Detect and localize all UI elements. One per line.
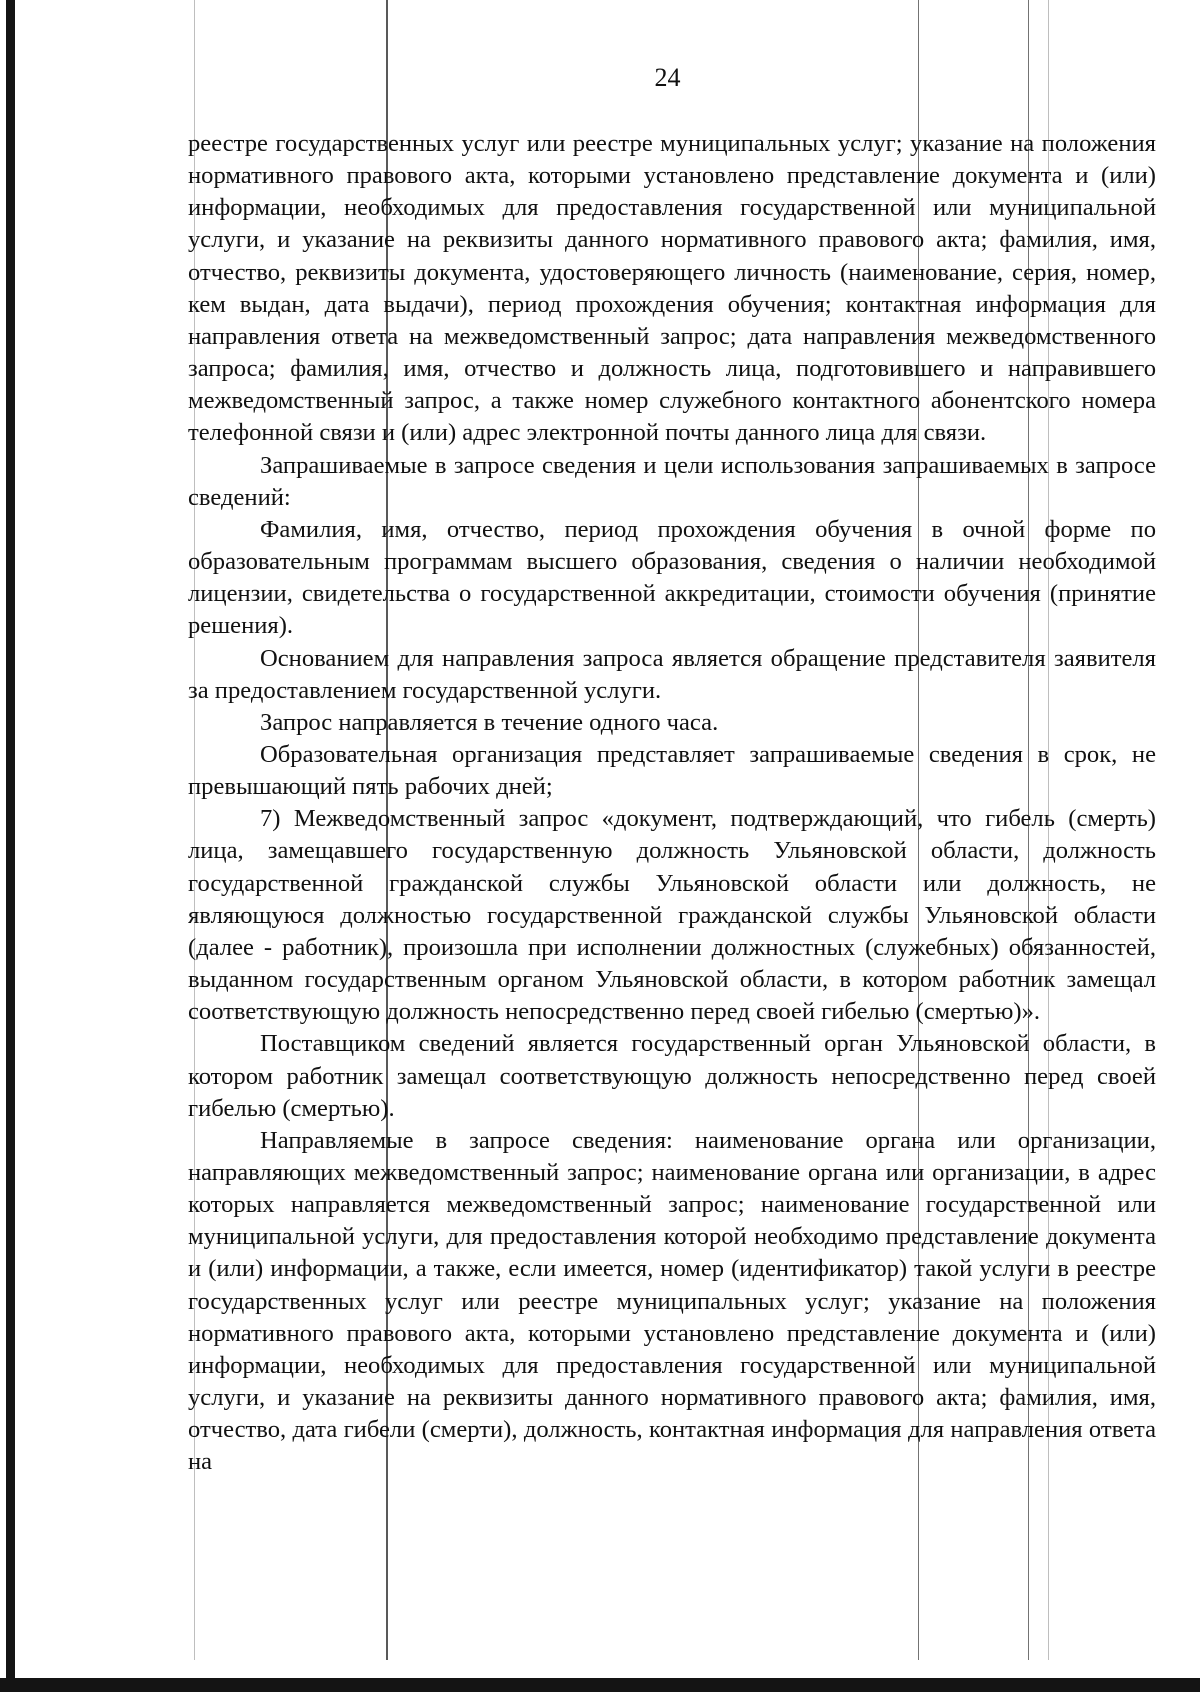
paragraph: Поставщиком сведений является государственный орган Ульяновской области, в котором работник замещал соответствующую должность непосредственно перед своей гибелью (смертью).: [188, 1030, 1156, 1122]
paragraph: Образовательная организация представляет запрашиваемые сведения в срок, не превышающий пять рабочих дней;: [188, 740, 1156, 801]
paragraph: Запрос направляется в течение одного часа.: [260, 708, 719, 736]
scan-edge-bottom: [0, 1678, 1200, 1692]
scan-edge-left: [6, 0, 15, 1692]
paragraph: Основанием для направления запроса является обращение представителя заявителя за предоставлением государственной услуги.: [188, 644, 1156, 704]
paragraph: 7) Межведомственный запрос «документ, подтверждающий, что гибель (смерть) лица, замещавшего государственную должность Ульяновской области, должность государственной гражданской службы Ульяновской области или должность, не являющуюся должностью государственной гражданской службы Ульяновской области (далее - работник), произошла при исполнении должностных (служебных) обязанностей, выданном государственным органом Ульяновской области, в котором работник замещал соответствующую должность непосредственно перед своей гибелью (смертью)».: [188, 805, 1156, 1026]
paragraph: Запрашиваемые в запросе сведения и цели использования запрашиваемых в запросе сведений:: [188, 451, 1156, 511]
paragraph: Направляемые в запросе сведения: наименование органа или организации, направляющих межведомственный запрос; наименование органа или организации, в адрес которых направляется межведомственный запрос; наименование государственной или муниципальной услуги, для предоставления которой необходимо представление документа и (или) информации, а также, если имеется, номер (идентификатор) такой услуги в реестре государственных услуг или реестре муниципальных услуг; указание на положения нормативного правового акта, которыми установлено представление документа и (или) информации, необходимых для предоставления государственной или муниципальной услуги, и указание на реквизиты данного нормативного правового акта; фамилия, имя, отчество, дата гибели (смерти), должность, контактная информация для направления ответа на: [188, 1126, 1156, 1476]
document-body: [188, 128, 1156, 1479]
paragraph: реестре государственных услуг или реестре муниципальных услуг; указание на положения нормативного правового акта, которыми установлено представление документа и (или) информации, необходимых для предоставления государственной или муниципальной услуги, и указание на реквизиты данного нормативного правового акта; фамилия, имя, отчество, реквизиты документа, удостоверяющего личность (наименование, серия, номер, кем выдан, дата выдачи), период прохождения обучения; контактная информация для направления ответа на межведомственный запрос; дата направления межведомственного запроса; фамилия, имя, отчество и должность лица, подготовившего и направившего межведомственный запрос, а также номер служебного контактного абонентского номера телефонной связи и (или) адрес электронной почты данного лица для связи.: [188, 130, 1156, 447]
paragraph: Фамилия, имя, отчество, период прохождения обучения в очной форме по образовательным программам высшего образования, сведения о наличии необходимой лицензии, свидетельства о государственной аккредитации, стоимости обучения (принятие решения).: [188, 515, 1156, 640]
page-number: 24: [654, 63, 681, 92]
